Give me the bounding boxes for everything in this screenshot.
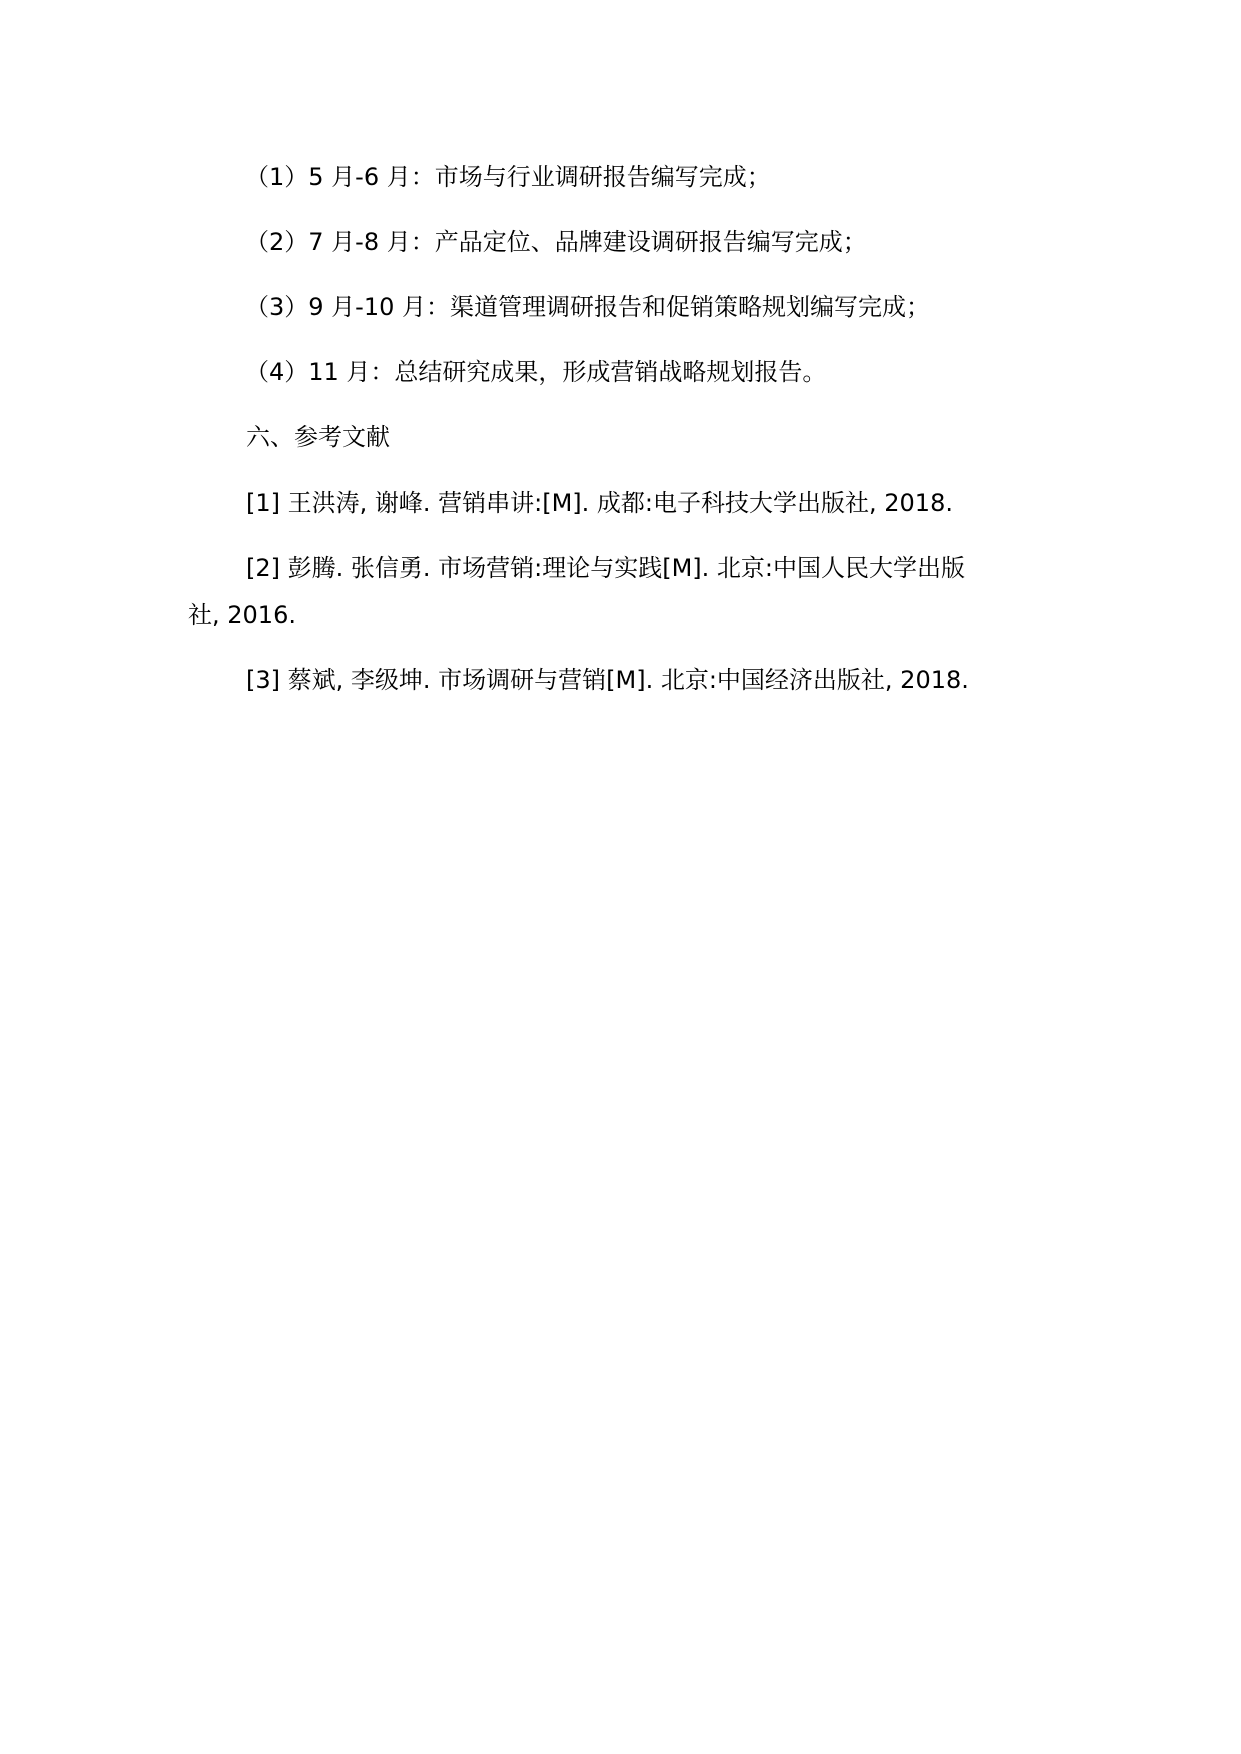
reference-entry: [3] 蔡斌, 李级坤. 市场调研与营销[M]. 北京:中国经济出版社, 2018. <box>246 666 969 694</box>
references-heading: 六、参考文献 <box>246 423 390 451</box>
reference-entry-continuation: 社, 2016. <box>188 601 296 629</box>
schedule-item: （1）5 月-6 月：市场与行业调研报告编写完成； <box>245 163 771 191</box>
schedule-item: （4）11 月：总结研究成果，形成营销战略规划报告。 <box>245 358 827 386</box>
schedule-item: （3）9 月-10 月：渠道管理调研报告和促销策略规划编写完成； <box>245 293 930 321</box>
reference-entry: [1] 王洪涛, 谢峰. 营销串讲:[M]. 成都:电子科技大学出版社, 2018. <box>246 489 953 517</box>
schedule-item: （2）7 月-8 月：产品定位、品牌建设调研报告编写完成； <box>245 228 867 256</box>
reference-entry: [2] 彭腾. 张信勇. 市场营销:理论与实践[M]. 北京:中国人民大学出版 <box>246 554 966 582</box>
